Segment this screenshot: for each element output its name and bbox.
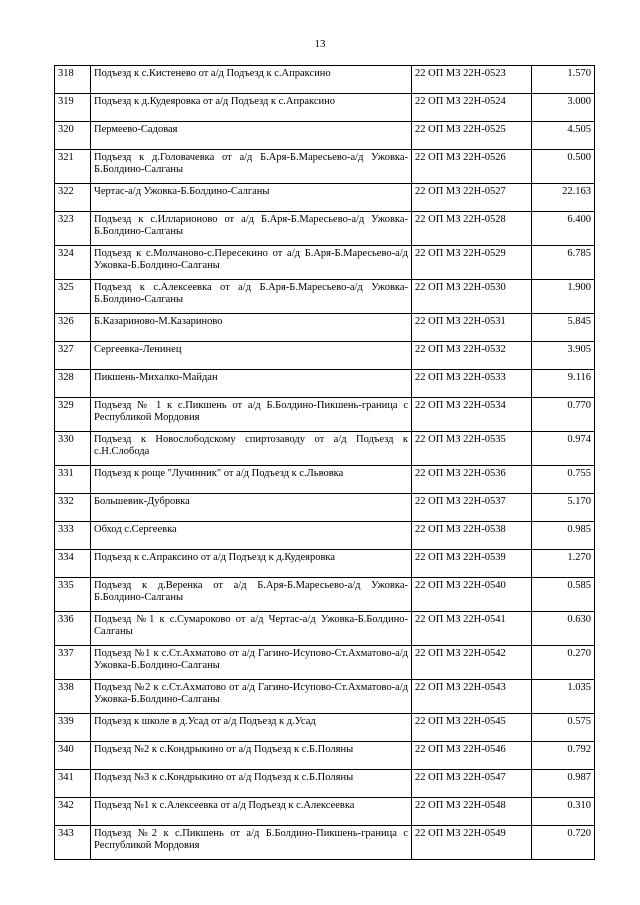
row-number-cell: 343: [55, 826, 91, 860]
road-length-cell: 5.170: [532, 494, 595, 522]
road-length-cell: 3.905: [532, 342, 595, 370]
road-name-cell: Подъезд к д.Веренка от а/д Б.Аря-Б.Маресьево-а/д Ужовка-Б.Болдино-Салганы: [91, 578, 412, 612]
road-name-cell: Подъезд к с.Кистенево от а/д Подъезд к с.Апраксино: [91, 66, 412, 94]
road-name-cell: Подъезд №1 к с.Ст.Ахматово от а/д Гагино-Исупово-Ст.Ахматово-а/д Ужовка-Б.Болдино-Салганы: [91, 646, 412, 680]
road-name-cell: Обход с.Сергеевка: [91, 522, 412, 550]
road-id-cell: 22 ОП МЗ 22Н-0542: [412, 646, 532, 680]
road-length-cell: 9.116: [532, 370, 595, 398]
table-row: [55, 612, 595, 646]
road-length-cell: 22.163: [532, 184, 595, 212]
row-number-cell: 341: [55, 770, 91, 798]
road-name-cell: Подъезд №2 к с.Пикшень от а/д Б.Болдино-Пикшень-граница с Республикой Мордовия: [91, 826, 412, 860]
road-id-cell: 22 ОП МЗ 22Н-0543: [412, 680, 532, 714]
road-length-cell: 6.785: [532, 246, 595, 280]
table-row: [55, 680, 595, 714]
row-number-cell: 325: [55, 280, 91, 314]
road-id-cell: 22 ОП МЗ 22Н-0537: [412, 494, 532, 522]
table-row: [55, 342, 595, 370]
road-id-cell: 22 ОП МЗ 22Н-0532: [412, 342, 532, 370]
road-length-cell: 0.500: [532, 150, 595, 184]
table-row: [55, 770, 595, 798]
table-row: [55, 742, 595, 770]
table-row: [55, 494, 595, 522]
road-length-cell: 3.000: [532, 94, 595, 122]
road-name-cell: Чертас-а/д Ужовка-Б.Болдино-Салганы: [91, 184, 412, 212]
table-row: [55, 246, 595, 280]
row-number-cell: 324: [55, 246, 91, 280]
road-name-cell: Подъезд №2 к с.Ст.Ахматово от а/д Гагино-Исупово-Ст.Ахматово-а/д Ужовка-Б.Болдино-Салганы: [91, 680, 412, 714]
road-id-cell: 22 ОП МЗ 22Н-0531: [412, 314, 532, 342]
road-length-cell: 1.900: [532, 280, 595, 314]
road-name-cell: Сергеевка-Ленинец: [91, 342, 412, 370]
road-length-cell: 0.987: [532, 770, 595, 798]
road-length-cell: 0.575: [532, 714, 595, 742]
road-id-cell: 22 ОП МЗ 22Н-0548: [412, 798, 532, 826]
road-length-cell: 0.755: [532, 466, 595, 494]
road-length-cell: 6.400: [532, 212, 595, 246]
road-length-cell: 1.570: [532, 66, 595, 94]
road-length-cell: 1.035: [532, 680, 595, 714]
road-name-cell: Большевик-Дубровка: [91, 494, 412, 522]
road-length-cell: 0.792: [532, 742, 595, 770]
table-row: [55, 280, 595, 314]
row-number-cell: 318: [55, 66, 91, 94]
road-id-cell: 22 ОП МЗ 22Н-0529: [412, 246, 532, 280]
road-id-cell: 22 ОП МЗ 22Н-0523: [412, 66, 532, 94]
road-name-cell: Подъезд к с.Алексеевка от а/д Б.Аря-Б.Маресьево-а/д Ужовка-Б.Болдино-Салганы: [91, 280, 412, 314]
road-id-cell: 22 ОП МЗ 22Н-0549: [412, 826, 532, 860]
road-name-cell: Б.Казариново-М.Казариново: [91, 314, 412, 342]
table-row: [55, 646, 595, 680]
table-row: [55, 184, 595, 212]
row-number-cell: 328: [55, 370, 91, 398]
row-number-cell: 323: [55, 212, 91, 246]
row-number-cell: 319: [55, 94, 91, 122]
road-name-cell: Подъезд к Новослободскому спиртозаводу от а/д Подъезд к с.Н.Слобода: [91, 432, 412, 466]
road-name-cell: Подъезд №2 к с.Кондрыкино от а/д Подъезд к с.Б.Поляны: [91, 742, 412, 770]
row-number-cell: 320: [55, 122, 91, 150]
table-row: [55, 94, 595, 122]
road-table: [54, 65, 595, 860]
table-row: [55, 370, 595, 398]
road-length-cell: 0.270: [532, 646, 595, 680]
row-number-cell: 334: [55, 550, 91, 578]
road-length-cell: 0.310: [532, 798, 595, 826]
road-name-cell: Подъезд к с.Илларионово от а/д Б.Аря-Б.Маресьево-а/д Ужовка-Б.Болдино-Салганы: [91, 212, 412, 246]
road-id-cell: 22 ОП МЗ 22Н-0547: [412, 770, 532, 798]
road-id-cell: 22 ОП МЗ 22Н-0524: [412, 94, 532, 122]
road-length-cell: 0.720: [532, 826, 595, 860]
road-id-cell: 22 ОП МЗ 22Н-0546: [412, 742, 532, 770]
road-id-cell: 22 ОП МЗ 22Н-0528: [412, 212, 532, 246]
road-id-cell: 22 ОП МЗ 22Н-0539: [412, 550, 532, 578]
road-name-cell: Подъезд № 1 к с.Пикшень от а/д Б.Болдино-Пикшень-граница с Республикой Мордовия: [91, 398, 412, 432]
road-id-cell: 22 ОП МЗ 22Н-0540: [412, 578, 532, 612]
row-number-cell: 338: [55, 680, 91, 714]
table-row: [55, 466, 595, 494]
road-name-cell: Подъезд №3 к с.Кондрыкино от а/д Подъезд к с.Б.Поляны: [91, 770, 412, 798]
table-row: [55, 714, 595, 742]
road-name-cell: Подъезд №1 к с.Сумароково от а/д Чертас-а/д Ужовка-Б.Болдино-Салганы: [91, 612, 412, 646]
page-number: 13: [314, 38, 326, 50]
row-number-cell: 340: [55, 742, 91, 770]
road-id-cell: 22 ОП МЗ 22Н-0534: [412, 398, 532, 432]
table-body: [55, 66, 595, 860]
road-name-cell: Подъезд к с.Молчаново-с.Пересекино от а/д Б.Аря-Б.Маресьево-а/д Ужовка-Б.Болдино-Салганы: [91, 246, 412, 280]
road-name-cell: Пикшень-Михалко-Майдан: [91, 370, 412, 398]
road-length-cell: 0.585: [532, 578, 595, 612]
row-number-cell: 336: [55, 612, 91, 646]
table-row: [55, 826, 595, 860]
road-name-cell: Подъезд к школе в д.Усад от а/д Подъезд к д.Усад: [91, 714, 412, 742]
road-id-cell: 22 ОП МЗ 22Н-0530: [412, 280, 532, 314]
road-id-cell: 22 ОП МЗ 22Н-0526: [412, 150, 532, 184]
road-name-cell: Подъезд к роще "Лучинник" от а/д Подъезд к с.Львовка: [91, 466, 412, 494]
row-number-cell: 330: [55, 432, 91, 466]
table-row: [55, 122, 595, 150]
road-name-cell: Подъезд №1 к с.Алексеевка от а/д Подъезд к с.Алексеевка: [91, 798, 412, 826]
table-row: [55, 550, 595, 578]
table-row: [55, 578, 595, 612]
table-row: [55, 432, 595, 466]
road-id-cell: 22 ОП МЗ 22Н-0527: [412, 184, 532, 212]
row-number-cell: 333: [55, 522, 91, 550]
row-number-cell: 322: [55, 184, 91, 212]
road-name-cell: Пермеево-Садовая: [91, 122, 412, 150]
road-length-cell: 0.630: [532, 612, 595, 646]
table-row: [55, 522, 595, 550]
road-id-cell: 22 ОП МЗ 22Н-0545: [412, 714, 532, 742]
row-number-cell: 332: [55, 494, 91, 522]
road-length-cell: 0.770: [532, 398, 595, 432]
road-length-cell: 4.505: [532, 122, 595, 150]
table-row: [55, 314, 595, 342]
table-row: [55, 212, 595, 246]
row-number-cell: 327: [55, 342, 91, 370]
table-row: [55, 150, 595, 184]
row-number-cell: 339: [55, 714, 91, 742]
row-number-cell: 326: [55, 314, 91, 342]
road-id-cell: 22 ОП МЗ 22Н-0525: [412, 122, 532, 150]
table-row: [55, 66, 595, 94]
road-name-cell: Подъезд к д.Кудеяровка от а/д Подъезд к с.Апраксино: [91, 94, 412, 122]
row-number-cell: 342: [55, 798, 91, 826]
row-number-cell: 337: [55, 646, 91, 680]
row-number-cell: 321: [55, 150, 91, 184]
road-name-cell: Подъезд к с.Апраксино от а/д Подъезд к д.Кудеяровка: [91, 550, 412, 578]
road-length-cell: 0.985: [532, 522, 595, 550]
row-number-cell: 335: [55, 578, 91, 612]
road-length-cell: 1.270: [532, 550, 595, 578]
road-id-cell: 22 ОП МЗ 22Н-0535: [412, 432, 532, 466]
road-id-cell: 22 ОП МЗ 22Н-0538: [412, 522, 532, 550]
table-row: [55, 798, 595, 826]
table-row: [55, 398, 595, 432]
road-length-cell: 5.845: [532, 314, 595, 342]
road-id-cell: 22 ОП МЗ 22Н-0533: [412, 370, 532, 398]
row-number-cell: 329: [55, 398, 91, 432]
road-id-cell: 22 ОП МЗ 22Н-0536: [412, 466, 532, 494]
row-number-cell: 331: [55, 466, 91, 494]
road-length-cell: 0.974: [532, 432, 595, 466]
road-id-cell: 22 ОП МЗ 22Н-0541: [412, 612, 532, 646]
road-name-cell: Подъезд к д.Головачевка от а/д Б.Аря-Б.Маресьево-а/д Ужовка-Б.Болдино-Салганы: [91, 150, 412, 184]
